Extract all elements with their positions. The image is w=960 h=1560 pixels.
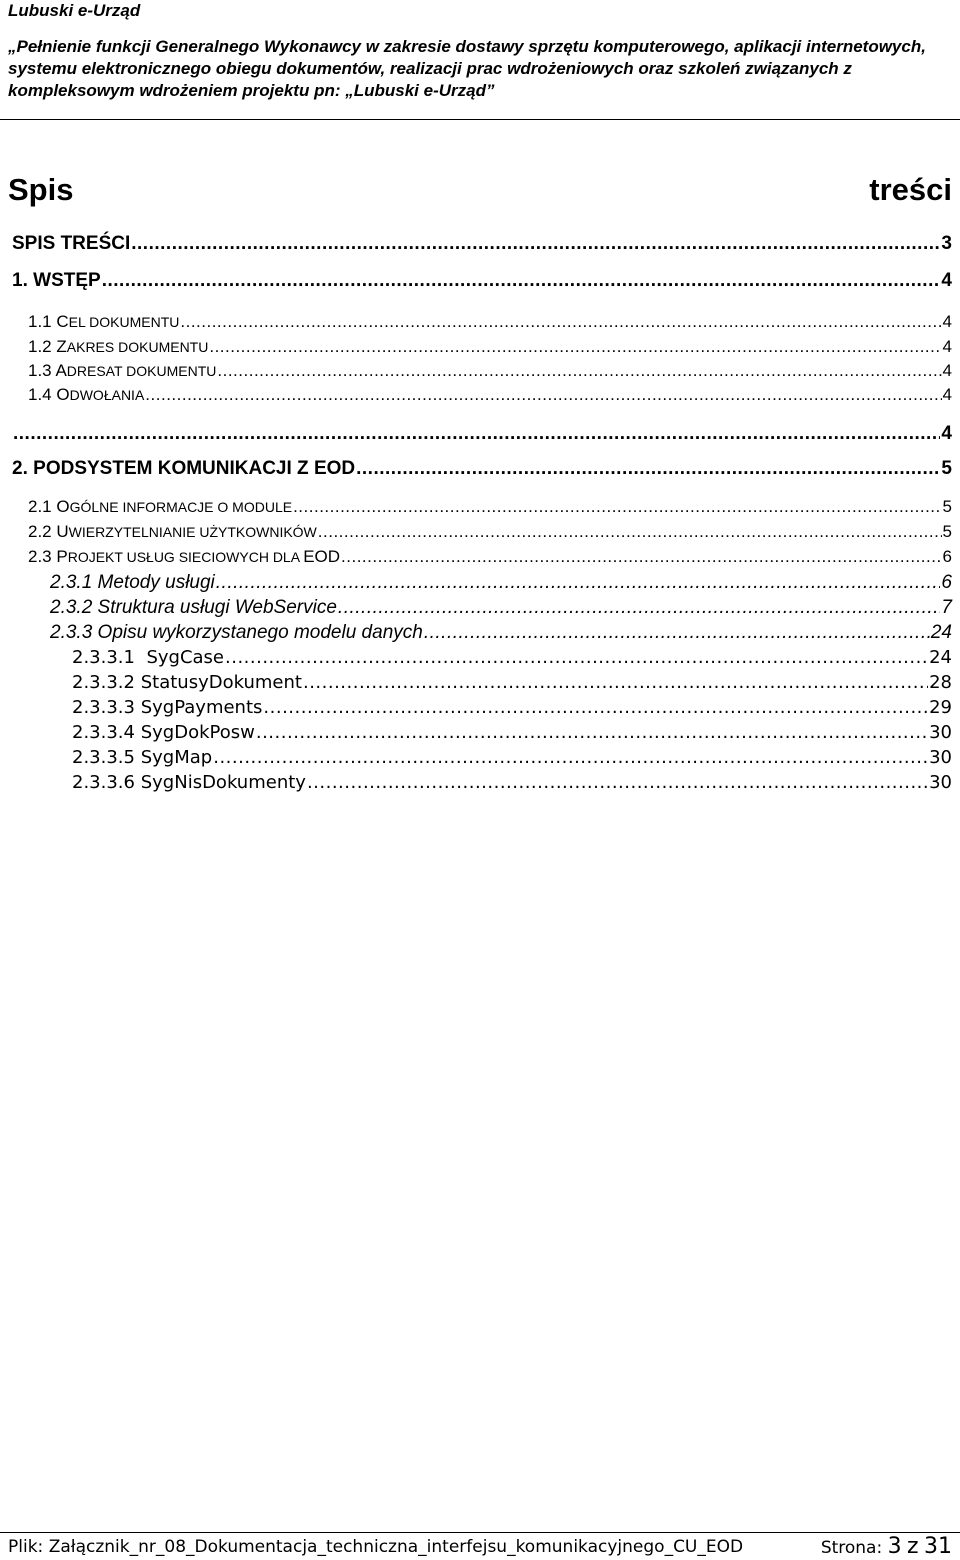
toc-entry-text: WIERZYTELNIANIE UŻYTKOWNIKÓW (68, 524, 317, 540)
toc-entry-initial: O (56, 497, 70, 516)
toc-entry-label (28, 496, 292, 518)
toc-leader-dots (213, 746, 928, 770)
toc-leader-dots (424, 621, 930, 645)
toc-entry-page: 5 (942, 522, 952, 541)
toc-entry-page: 30 (929, 747, 952, 768)
toc-entry-number: 2.3.2 (50, 597, 93, 618)
toc-entry-empty[interactable] (12, 422, 952, 446)
toc-title-left: Spis (8, 172, 74, 207)
toc-leader-dots (307, 771, 928, 795)
toc-entry-struktura-uslugi[interactable] (50, 596, 952, 620)
toc-entry-page: 4 (942, 337, 952, 356)
toc-entry-label (28, 336, 208, 358)
toc-entry-text-tail: EOD (303, 547, 341, 566)
toc-entry-number: 2.3.3.2 (72, 672, 135, 693)
toc-entry-label (12, 457, 355, 481)
toc-entry-number: 1. (12, 270, 28, 291)
toc-entry-text: SygCase (146, 647, 224, 668)
toc-entry-initial: P (56, 547, 68, 566)
toc-entry-number: 2.3.3.1 (72, 647, 135, 668)
toc-entry-page: 24 (929, 647, 952, 668)
toc-leader-dots (303, 671, 928, 695)
toc-entry-number: 1.1 (28, 312, 52, 331)
toc-entry-text: Metody usługi (97, 572, 215, 593)
toc-entry-zakres-dokumentu[interactable] (28, 336, 952, 358)
toc-entry-wstep[interactable] (12, 269, 952, 293)
toc-entry-statusydokument[interactable] (72, 671, 952, 695)
toc-entry-page: 24 (930, 622, 952, 643)
toc-entry-text: SygPayments (140, 697, 263, 718)
toc-entry-page: 4 (942, 385, 952, 404)
toc-leader-dots (356, 457, 940, 481)
toc-entry-label (72, 721, 255, 745)
toc-leader-dots (256, 721, 928, 745)
toc-entry-page: 4 (941, 270, 952, 291)
toc-entry-initial: U (56, 522, 69, 541)
toc-entry-initial: A (55, 361, 67, 380)
toc-entry-label (50, 596, 337, 620)
footer-page-number (821, 1535, 952, 1560)
toc-entry-label (72, 746, 212, 770)
toc-entry-text: DRESAT DOKUMENTU (66, 363, 217, 379)
toc-entry-cel-dokumentu[interactable] (28, 311, 952, 333)
footer-file-name: Załącznik_nr_08_Dokumentacja_techniczna_interfejsu_komunikacyjnego_CU_EOD (48, 1537, 744, 1557)
toc-entry-initial: C (56, 312, 69, 331)
footer-file-info (8, 1535, 743, 1559)
toc-entry-page: 4 (942, 312, 952, 331)
toc-entry-adresat-dokumentu[interactable] (28, 360, 952, 382)
toc-title-right: treści (869, 172, 952, 207)
toc-leader-dots (216, 571, 941, 595)
header-project-description: „Pełnienie funkcji Generalnego Wykonawcy w zakresie dostawy sprzętu komputerowego, aplikacji internetowych, systemu elektronicznego obiegu dokumentów, realizacji prac wdrożeniowych oraz szkoleń związanych z kompleksowym wdrożeniem projektu pn: „Lubuski e-Urząd” (8, 37, 926, 100)
toc-entry-text: WSTĘP (33, 270, 101, 291)
toc-entry-number: 2. (12, 458, 28, 479)
toc-entry-spis-tresci[interactable] (12, 232, 952, 256)
header-app-name: Lubuski e-Urząd (8, 1, 141, 20)
toc-leader-dots (145, 384, 941, 406)
toc-entry-text: ROJEKT USŁUG SIECIOWYCH DLA (67, 549, 304, 565)
toc-entry-page: 30 (929, 722, 952, 743)
footer-page-label: Strona: (820, 1538, 883, 1558)
footer-divider (0, 1532, 960, 1533)
footer-page-total: 31 (924, 1534, 952, 1559)
toc-entry-sygnisdokumenty[interactable] (72, 771, 952, 795)
toc-entry-number: 2.2 (28, 522, 52, 541)
toc-entry-label (12, 269, 101, 293)
toc-entry-text: EL DOKUMENTU (68, 314, 180, 330)
toc-entry-number: 1.4 (28, 385, 52, 404)
toc-entry-metody-uslugi[interactable] (50, 571, 952, 595)
toc-entry-page: 6 (942, 547, 952, 566)
toc-entry-text: StatusyDokument (140, 672, 302, 693)
toc-entry-text: SygNisDokumenty (140, 772, 306, 793)
toc-entry-number: 2.3 (28, 547, 52, 566)
toc-leader-dots (263, 696, 928, 720)
toc-entry-sygmap[interactable] (72, 746, 952, 770)
toc-entry-page: 4 (941, 423, 952, 444)
toc-entry-label (28, 546, 340, 568)
toc-entry-label (50, 621, 423, 645)
toc-leader-dots (217, 360, 941, 382)
toc-entry-page: 5 (941, 458, 952, 479)
toc-entry-opisu-modelu-danych[interactable] (50, 621, 952, 645)
toc-entry-text: GÓLNE INFORMACJE O MODULE (69, 499, 293, 515)
toc-entry-page: 6 (941, 572, 952, 593)
toc-entry-text: SygDokPosw (140, 722, 255, 743)
toc-entry-uwierzytelnianie[interactable] (28, 521, 952, 543)
toc-entry-text: DWOŁANIA (69, 387, 145, 403)
toc-entry-odwolania[interactable] (28, 384, 952, 406)
toc-leader-dots (225, 646, 928, 670)
header-divider (0, 119, 960, 120)
toc-entry-text: AKRES DOKUMENTU (66, 339, 209, 355)
toc-entry-label: SPIS TREŚCI (12, 233, 131, 254)
toc-entry-page: 3 (941, 233, 952, 254)
toc-entry-text: Opisu wykorzystanego modelu danych (97, 622, 423, 643)
toc-entry-label (28, 384, 144, 406)
toc-leader-dots (341, 546, 942, 568)
toc-entry-number: 2.3.3 (50, 622, 93, 643)
toc-entry-number: 2.1 (28, 497, 52, 516)
toc-entry-number: 2.3.3.6 (72, 772, 135, 793)
toc-entry-page: 30 (929, 772, 952, 793)
toc-entry-page: 29 (929, 697, 952, 718)
toc-entry-podsystem-komunikacji[interactable] (12, 457, 952, 481)
toc-leader-dots (209, 336, 941, 358)
toc-entry-initial: O (56, 385, 70, 404)
toc-entry-label (28, 521, 317, 543)
toc-entry-number: 2.3.3.3 (72, 697, 135, 718)
toc-entry-projekt-uslug[interactable] (28, 546, 952, 568)
toc-entry-sygpayments[interactable] (72, 696, 952, 720)
toc-entry-label (28, 311, 179, 333)
page-header (8, 0, 952, 102)
toc-entry-label (72, 771, 306, 795)
toc-entry-number: 2.3.1 (50, 572, 93, 593)
toc-leader-dots (13, 422, 940, 446)
toc-entry-label (72, 646, 224, 670)
toc-entry-page: 28 (929, 672, 952, 693)
toc-entry-page: 4 (942, 361, 952, 380)
toc-entry-number: 2.3.3.5 (72, 747, 135, 768)
footer-page-separator: z (907, 1534, 919, 1559)
toc-entry-number: 2.3.3.4 (72, 722, 135, 743)
toc-entry-number: 1.2 (28, 337, 52, 356)
toc-leader-dots (293, 496, 941, 518)
toc-entry-number: 1.3 (28, 361, 52, 380)
toc-leader-dots (102, 269, 941, 293)
toc-entry-label (50, 571, 215, 595)
toc-entry-label (72, 696, 262, 720)
toc-entry-label (72, 671, 302, 695)
toc-leader-dots (180, 311, 941, 333)
toc-entry-text: PODSYSTEM KOMUNIKACJI Z EOD (33, 458, 356, 479)
toc-leader-dots (338, 596, 941, 620)
toc-entry-ogolne-informacje[interactable] (28, 496, 952, 518)
footer-page-current: 3 (887, 1534, 902, 1559)
toc-entry-initial: Z (56, 337, 67, 356)
toc-entry-page: 7 (941, 597, 952, 618)
toc-entry-text: SygMap (140, 747, 213, 768)
toc-entry-page: 5 (942, 497, 952, 516)
toc-leader-dots (318, 521, 942, 543)
toc-entry-text: Struktura usługi WebService (97, 597, 337, 618)
toc-leader-dots (131, 232, 940, 256)
toc-entry-sygdokposw[interactable] (72, 721, 952, 745)
footer-file-label: Plik: (8, 1537, 44, 1557)
toc-entry-label (28, 360, 216, 382)
toc-entry-sygcase[interactable] (72, 646, 952, 670)
